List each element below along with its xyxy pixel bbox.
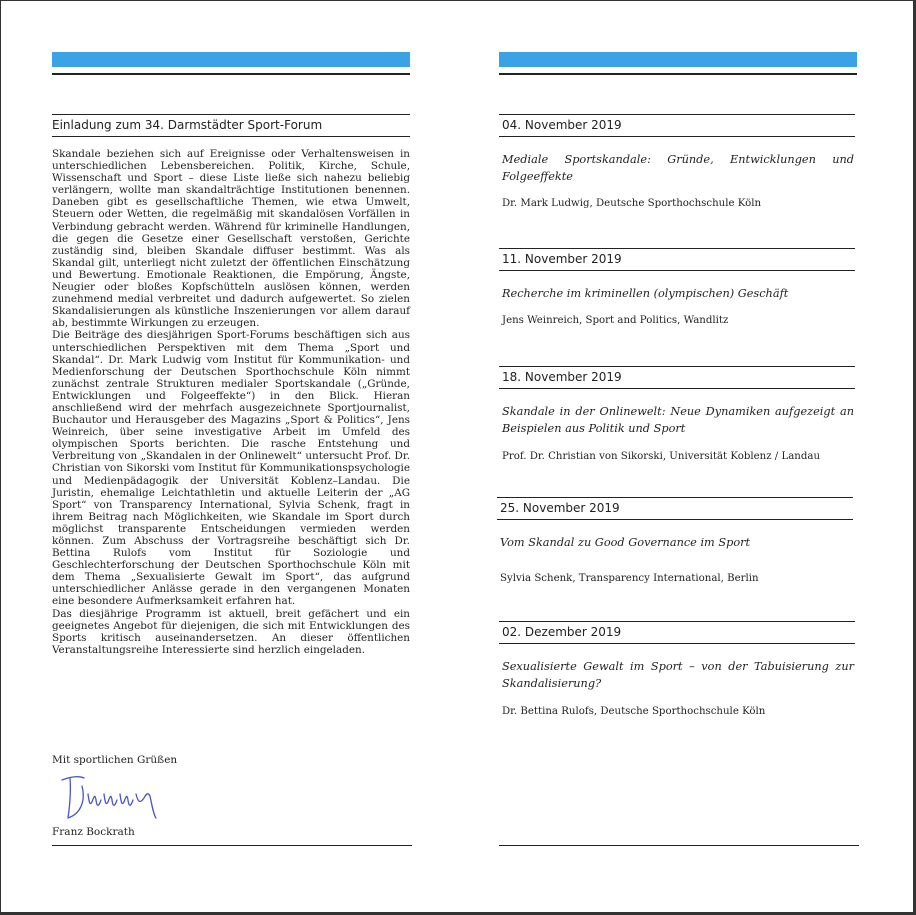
divider: [499, 270, 855, 271]
event-speaker: Dr. Mark Ludwig, Deutsche Sporthochschule Köln: [502, 198, 762, 209]
event-title: Skandale in der Onlinewelt: Neue Dynamiken aufgezeigt an Beispielen aus Politik und Sport: [502, 405, 854, 435]
event-title: Vom Skandal zu Good Governance im Sport: [500, 536, 751, 549]
event-date: 25. November 2019: [500, 501, 620, 515]
divider: [497, 497, 853, 498]
divider: [499, 366, 855, 367]
paragraph: Die Beiträge des diesjährigen Sport-Forums beschäftigen sich aus unterschiedlichen Perspektiven mit dem Thema „Sport und Skandal“. Dr. Mark Ludwig vom Institut für Kommunikation- und Medienforschung der Deutschen Sporthochschule Köln nimmt zunächst zentrale Strukturen medialer Sportskandale („Gründe, Entwicklungen und Folgeeffekte“) in den Blick. Hieran anschließend wird der mehrfach ausgezeichnete Sportjournalist, Buchautor und Herausgeber des Magazins „Sport & Politics“, Jens Weinreich, über seine investigative Arbeit im Umfeld des olympischen Sports berichten. Die rasche Entstehung und Verbreitung von „Skandalen in der Onlinewelt“ untersucht Prof. Dr. Christian von Sikorski vom Institut für Kommunikationspsychologie und Medienpädagogik der Universität Koblenz–Landau. Die Juristin, ehemalige Leichtathletin und aktuelle Leiterin der „AG Sport“ von Transparency International, Sylvia Schenk, fragt in ihrem Beitrag nach Möglichkeiten, wie Skandale im Sport durch möglichst transparente Entscheidungen vermieden werden können. Zum Abschuss der Vortragsreihe beschäftigt sich Dr. Bettina Rulofs vom Institut für Soziologie und Geschlechterforschung der Deutschen Sporthochschule Köln mit dem Thema „Sexualisierte Gewalt im Sport“, das aufgrund unterschiedlicher Anlässe gerade in den vergangenen Monaten eine besondere Aufmerksamkeit erfahren hat.: [52, 329, 410, 608]
paragraph: Skandale beziehen sich auf Ereignisse oder Verhaltensweisen in unterschiedlichen Lebensbereichen. Politik, Kirche, Schule, Wissenschaft und Sport – diese Liste ließe sich nahezu beliebig verlängern, wollte man skandalträchtige Institutionen benennen. Daneben gibt es gesellschaftliche Themen, wie etwa Umwelt, Steuern oder Wetten, die regelmäßig mit skandalösen Vorfällen in Verbindung gebracht werden. Während für kriminelle Handlungen, die gegen die Gesetze einer Gesellschaft verstoßen, Gerichte zuständig sind, bleiben Skandale diffuser bestimmt. Was als Skandal gilt, unterliegt nicht zuletzt der öffentlichen Einschätzung und Bewertung. Emotionale Reaktionen, die Empörung, Ängste, Neugier oder bloßes Kopfschütteln auslösen können, werden zunehmend medial verbreitet und dadurch aufgewertet. So zielen Skandalisierungen als künstliche Inszenierungen vor allem darauf ab, bestimmte Wirkungen zu erzeugen.: [52, 148, 410, 330]
event-speaker: Prof. Dr. Christian von Sikorski, Universität Koblenz / Landau: [502, 451, 821, 462]
divider: [52, 114, 410, 115]
accent-bar-left: [52, 52, 410, 67]
event-title: Mediale Sportskandale: Gründe, Entwicklungen und Folgeeffekte: [502, 153, 854, 183]
event-date: 11. November 2019: [502, 252, 622, 266]
divider: [52, 136, 410, 137]
divider: [499, 136, 855, 137]
divider: [499, 114, 855, 115]
divider: [499, 388, 855, 389]
event-speaker: Sylvia Schenk, Transparency International, Berlin: [500, 573, 759, 584]
divider: [499, 248, 855, 249]
accent-bar-right: [499, 52, 857, 67]
divider: [499, 73, 857, 75]
event-title: Sexualisierte Gewalt im Sport – von der Tabuisierung zur Skandalisierung?: [502, 660, 854, 690]
event-speaker: Jens Weinreich, Sport and Politics, Wandlitz: [502, 315, 729, 326]
divider: [499, 845, 859, 846]
closing-greeting: Mit sportlichen Grüßen: [52, 754, 178, 766]
paragraph: Das diesjährige Programm ist aktuell, breit gefächert und ein geeignetes Angebot für diejenigen, die sich mit Entwicklungen des Sports kritisch auseinandersetzen. An dieser öffentlichen Veranstaltungsreihe Interessierte sind herzlich eingeladen.: [52, 607, 410, 656]
divider: [52, 73, 410, 75]
event-date: 02. Dezember 2019: [502, 625, 622, 639]
event-date: 18. November 2019: [502, 370, 622, 384]
event-speaker: Dr. Bettina Rulofs, Deutsche Sporthochschule Köln: [502, 706, 766, 717]
divider: [499, 643, 855, 644]
event-date: 04. November 2019: [502, 118, 622, 132]
signer-name: Franz Bockrath: [52, 826, 135, 838]
event-title: Recherche im kriminellen (olympischen) Geschäft: [502, 287, 789, 300]
handwritten-signature: [58, 772, 168, 822]
divider: [497, 519, 853, 520]
divider: [52, 845, 412, 846]
invitation-text: [52, 148, 410, 656]
invitation-heading: Einladung zum 34. Darmstädter Sport-Forum: [52, 118, 323, 132]
divider: [499, 621, 855, 622]
